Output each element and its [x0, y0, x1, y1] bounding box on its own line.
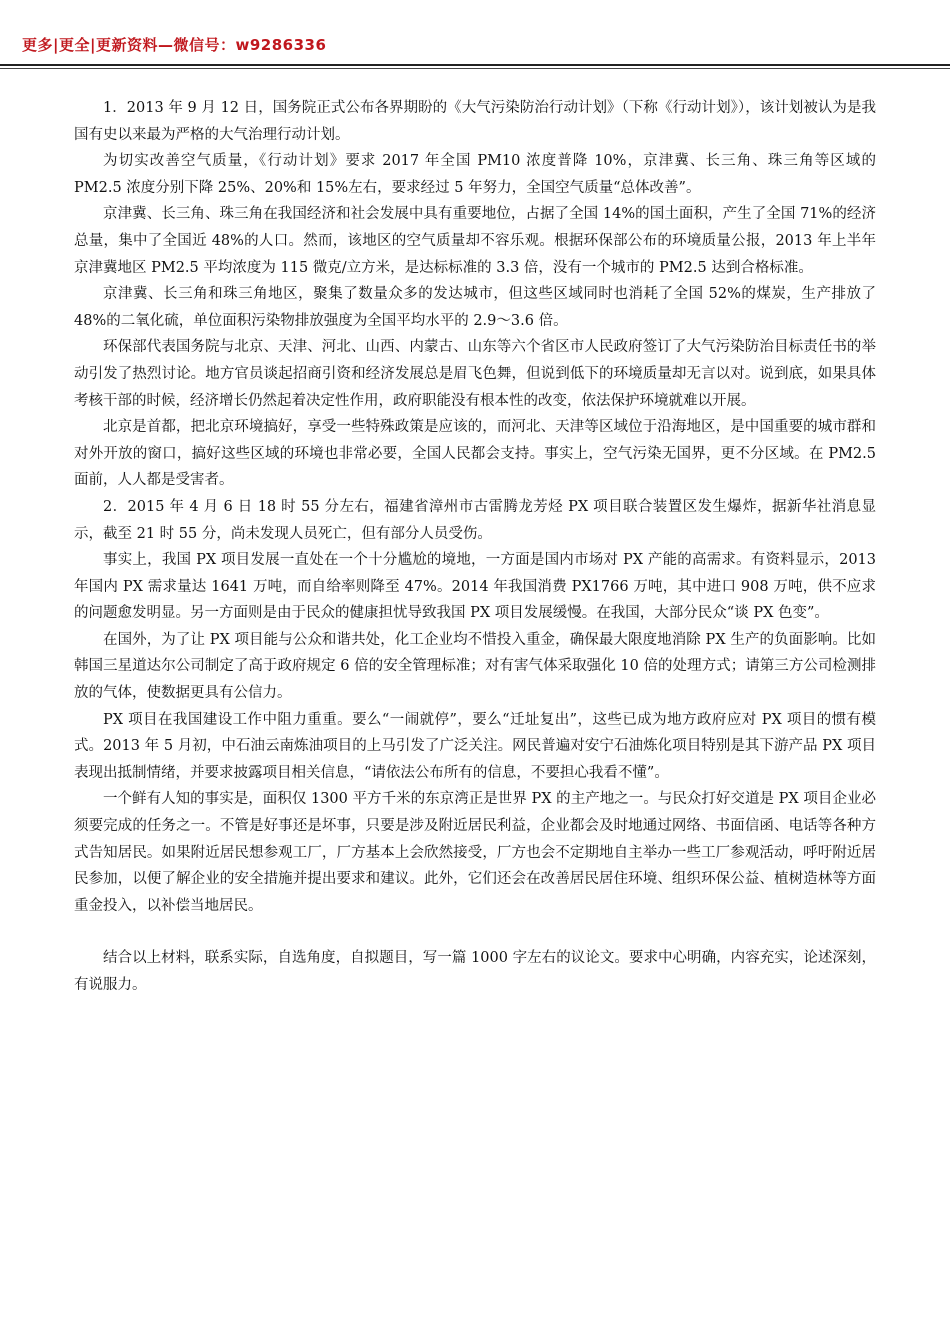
paragraph-8: 事实上，我国 PX 项目发展一直处在一个十分尴尬的境地，一方面是国内市场对 PX 产能的高需求。有资料显示，2013 年国内 PX 需求量达 1641 万吨，而自给率则降至 47%。2014 年我国消费 PX1766 万吨，其中进口 908 万吨，供不应求的问题愈发明显。另一方面则是由于民众的健康担忧导致我国 PX 项目发展缓慢。在我国，大部分民众“谈 PX 色变”。: [74, 552, 876, 622]
paragraph-5: 环保部代表国务院与北京、天津、河北、山西、内蒙古、山东等六个省区市人民政府签订了大气污染防治目标责任书的举动引发了热烈讨论。地方官员谈起招商引资和经济发展总是眉飞色舞，但说到低下的环境质量却无言以对。说到底，如果具体考核干部的时候，经济增长仍然起着决定性作用，政府职能没有根本性的改变，依法保护环境就难以开展。: [74, 339, 876, 409]
header-banner: 更多|更全|更新资料—微信号：w9286336: [22, 36, 327, 54]
header-rule-thin: [0, 68, 950, 69]
paragraph-9: 在国外，为了让 PX 项目能与公众和谐共处，化工企业均不惜投入重金，确保最大限度地消除 PX 生产的负面影响。比如韩国三星道达尔公司制定了高于政府规定 6 倍的安全管理标准；对有害气体采取强化 10 倍的处理方式；请第三方公司检测排放的气体，使数据更具有公信力。: [74, 631, 876, 702]
paragraph-4: 京津冀、长三角和珠三角地区，聚集了数量众多的发达城市，但这些区域同时也消耗了全国 52%的煤炭，生产排放了 48%的二氧化硫，单位面积污染物排放强度为全国平均水平的 2.9～3.6 倍。: [74, 286, 876, 329]
paragraph-3: 京津冀、长三角、珠三角在我国经济和社会发展中具有重要地位，占据了全国 14%的国土面积，产生了全国 71%的经济总量，集中了全国近 48%的人口。然而，该地区的空气质量却不容乐观。根据环保部公布的环境质量公报，2013 年上半年京津冀地区 PM2.5 平均浓度为 115 微克/立方米，是达标标准的 3.3 倍，没有一个城市的 PM2.5 达到合格标准。: [74, 206, 876, 276]
header-rule-thick: [0, 64, 950, 66]
paragraph-7: 2．2015 年 4 月 6 日 18 时 55 分左右，福建省漳州市古雷腾龙芳烃 PX 项目联合装置区发生爆炸，据新华社消息显示，截至 21 时 55 分，尚未发现人员死亡，但有部分人员受伤。: [74, 498, 876, 542]
section-spacer: [74, 919, 876, 945]
writing-task: 结合以上材料，联系实际，自选角度，自拟题目，写一篇 1000 字左右的议论文。要求中心明确，内容充实，论述深刻，有说服力。: [74, 950, 876, 993]
paragraph-1: 1．2013 年 9 月 12 日，国务院正式公布各界期盼的《大气污染防治行动计划》（下称《行动计划》），该计划被认为是我国有史以来最为严格的大气治理行动计划。: [74, 100, 876, 143]
paragraph-2: 为切实改善空气质量，《行动计划》要求 2017 年全国 PM10 浓度普降 10%，京津冀、长三角、珠三角等区域的 PM2.5 浓度分别下降 25%、20%和 15%左右，要求经过 5 年努力，全国空气质量“总体改善”。: [74, 153, 876, 196]
paragraph-11: 一个鲜有人知的事实是，面积仅 1300 平方千米的东京湾正是世界 PX 的主产地之一。与民众打好交道是 PX 项目企业必须要完成的任务之一。不管是好事还是坏事，只要是涉及附近居民利益，企业都会及时地通过网络、书面信函、电话等各种方式告知居民。如果附近居民想参观工厂，厂方基本上会欣然接受，厂方也会不定期地自主举办一些工厂参观活动，呼吁附近居民参加，以便了解企业的安全措施并提出要求和建议。此外，它们还会在改善居民居住环境、组织环保公益、植树造林等方面重金投入，以补偿当地居民。: [74, 791, 876, 914]
paragraph-6: 北京是首都，把北京环境搞好，享受一些特殊政策是应该的，而河北、天津等区域位于沿海地区，是中国重要的城市群和对外开放的窗口，搞好这些区域的环境也非常必要，全国人民都会支持。事实上，空气污染无国界，更不分区域。在 PM2.5 面前，人人都是受害者。: [74, 419, 876, 489]
paragraph-10: PX 项目在我国建设工作中阻力重重。要么“一闹就停”，要么“迁址复出”，这些已成为地方政府应对 PX 项目的惯有模式。2013 年 5 月初，中石油云南炼油项目的上马引发了广泛关注。网民普遍对安宁石油炼化项目特别是其下游产品 PX 项目表现出抵制情绪，并要求披露项目相关信息，“请依法公布所有的信息，不要担心我看不懂”。: [74, 711, 876, 781]
document-body: [74, 95, 876, 999]
